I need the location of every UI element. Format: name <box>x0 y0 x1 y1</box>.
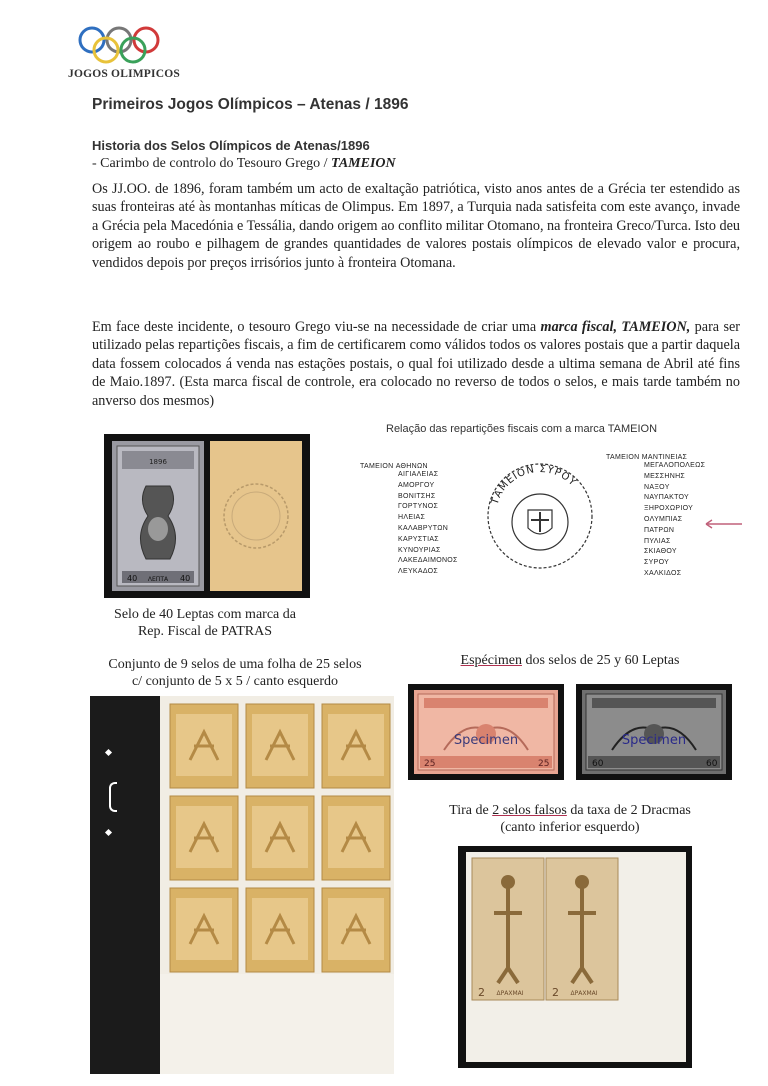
section-title: Historia dos Selos Olímpicos de Atenas/1896 <box>92 138 370 153</box>
tameion-office: ΣΥΡΟΥ <box>644 559 670 567</box>
block-9-sheet <box>90 696 394 1074</box>
tameion-office: ΑΜΟΡΓΟΥ <box>398 481 435 489</box>
tameion-right-column <box>606 454 736 580</box>
specimen-60-frame <box>576 684 732 780</box>
tameion-office: ΧΑΛΚΙΔΟΣ <box>644 569 682 577</box>
stamp-40-lepta-back <box>210 441 302 591</box>
specimen-25-frame <box>408 684 564 780</box>
fake-stamp-value: 2 <box>552 986 559 999</box>
fakes-caption: Tira de 2 selos falsos da taxa de 2 Dracmas (canto inferior esquerdo) <box>449 803 691 835</box>
patras-arrow-icon <box>700 518 744 530</box>
sheet-marker <box>105 829 112 836</box>
tameion-office: ΗΛΕΙΑΣ <box>398 514 426 522</box>
block-stamp <box>246 888 314 972</box>
block-9-grid <box>160 696 394 974</box>
sheet-marker <box>105 749 112 756</box>
tameion-list-title: Relação das repartições fiscais com a marca TAMEION <box>386 423 658 435</box>
tameion-office: ΜΕΓΑΛΟΠΟΛΕΩΣ <box>644 462 706 469</box>
tameion-office: ΚΑΡΥΣΤΙΑΣ <box>398 535 439 543</box>
specimen-60-value-left: 60 <box>592 759 604 769</box>
tameion-office: ΠΑΤΡΩΝ <box>644 526 675 534</box>
tameion-office: ΓΟΡΤΥΝΟΣ <box>398 503 439 511</box>
paragraph-1: Os JJ.OO. de 1896, foram também um acto de exaltação patriótica, visto anos antes de a Grécia ter estendido as suas fronteiras até às montanhas míticas de Olimpus. Em 1897, a Turquia nada satisfeita com este avanço, invade a Grécia pela Macedónia e Tessália, dando origem ao conflito militar Otomano, na fronteira Greco/Turca. Isto deu origem ao roubo e pilhagem de grandes quantidades de valores postais olímpicos de elevado valor e procura, vendidos depois por preços irrisórios junto à fronteira Otomana. <box>92 181 740 271</box>
specimen-60-overprint: Specimen <box>621 733 687 748</box>
tameion-office: ΑΙΓΙΑΛΕΙΑΣ <box>398 471 439 478</box>
paragraph-2: Em face deste incidente, o tesouro Grego viu-se na necessidade de criar uma marca fiscal, TAMEION, para ser utilizado pelas repartições fiscais, a fim de certificarem como válidos todos os valores postais que a partir daquela data fossem colocados á venda nas estações postais, o qual foi utilizado desde a ultima semana de Abril até fins de Maio.1897. (Esta marca fiscal de controle, era colocado no reverso de todos o selos, e mais tarde também no anverso dos mesmos) <box>92 319 740 409</box>
fake-stamp-value: 2 <box>478 986 485 999</box>
logo-text: JOGOS OLIMPICOS <box>68 68 180 80</box>
specimen-25-value-right: 25 <box>538 759 550 769</box>
block-stamp <box>246 704 314 788</box>
fake-stamp-value-text: ΔΡΑΧΜΑΙ <box>496 990 524 997</box>
fake-strip-frame <box>458 846 692 1068</box>
tameion-office: ΝΑΥΠΑΚΤΟΥ <box>644 494 690 502</box>
stamp-40-year: 1896 <box>149 458 167 466</box>
tameion-left-header: TAMEION ΑΘΗΝΩΝ <box>360 463 428 470</box>
postmark-text: ΤΑΜΕΙΟΝ ΣΥΡΟΥ <box>489 463 579 507</box>
specimen-25-value-left: 25 <box>424 759 436 769</box>
stamp-40-value-left: 40 <box>127 574 138 583</box>
stamp-40-lepta-front <box>112 441 204 591</box>
tameion-office: ΞΗΡΟΧΩΡΙΟΥ <box>644 505 694 513</box>
specimen-60-stamp <box>582 690 726 774</box>
tameion-office: ΝΑΞΟΥ <box>644 483 670 491</box>
specimen-25-overprint: Specimen <box>453 733 519 748</box>
tameion-office: ΟΛΥΜΠΙΑΣ <box>644 515 683 523</box>
stamp-40-value-right: 40 <box>180 574 191 583</box>
sheet-marker <box>109 782 117 812</box>
subtitle: - Carimbo de controlo do Tesouro Grego / TAMEION <box>92 156 396 171</box>
fake-stamp <box>546 858 618 1000</box>
block-stamp <box>322 704 390 788</box>
stamp-40-caption: Selo de 40 Leptas com marca da Rep. Fiscal de PATRAS <box>114 607 296 639</box>
fake-strip <box>466 852 686 1062</box>
specimen-25-stamp <box>414 690 558 774</box>
tameion-office: ΜΕΣΣΗΝΗΣ <box>644 472 686 480</box>
specimen-caption: Espécimen dos selos de 25 y 60 Leptas <box>460 653 680 668</box>
block-9-caption: Conjunto de 9 selos de uma folha de 25 selos c/ conjunto de 5 x 5 / canto esquerdo <box>108 657 362 689</box>
stamp-40-lepta-frame <box>104 434 310 598</box>
tameion-office: ΣΚΙΑΘΟΥ <box>644 548 677 556</box>
tameion-left-column <box>360 463 480 578</box>
tameion-right-header: TAMEION ΜΑΝΤΙΝΕΙΑΣ <box>606 454 688 461</box>
block-stamp <box>170 704 238 788</box>
block-stamp <box>170 796 238 880</box>
block-stamp <box>322 888 390 972</box>
tameion-postmark <box>484 460 596 572</box>
tameion-office: ΠΥΛΙΑΣ <box>644 537 671 545</box>
specimen-60-value-right: 60 <box>706 759 718 769</box>
fake-stamp <box>472 858 544 1000</box>
fake-stamp-value-text: ΔΡΑΧΜΑΙ <box>570 990 598 997</box>
tameion-office: ΛΑΚΕΔΑΙΜΟΝΟΣ <box>398 557 458 565</box>
stamp-40-value-text: ΛΕΠΤΑ <box>147 576 169 583</box>
block-stamp <box>322 796 390 880</box>
tameion-office: ΛΕΥΚΑΔΟΣ <box>398 568 439 576</box>
block-stamp <box>170 888 238 972</box>
tameion-office: ΚΥΝΟΥΡΙΑΣ <box>398 546 441 554</box>
page-title: Primeiros Jogos Olímpicos – Atenas / 1896 <box>92 96 409 113</box>
block-stamp <box>246 796 314 880</box>
tameion-office: ΒΟΝΙΤΣΗΣ <box>398 492 436 500</box>
tameion-office: ΚΑΛΑΒΡΥΤΩΝ <box>398 524 449 532</box>
svg-text:ΤΑΜΕΙΟΝ ΣΥΡΟΥ <box>489 464 578 507</box>
